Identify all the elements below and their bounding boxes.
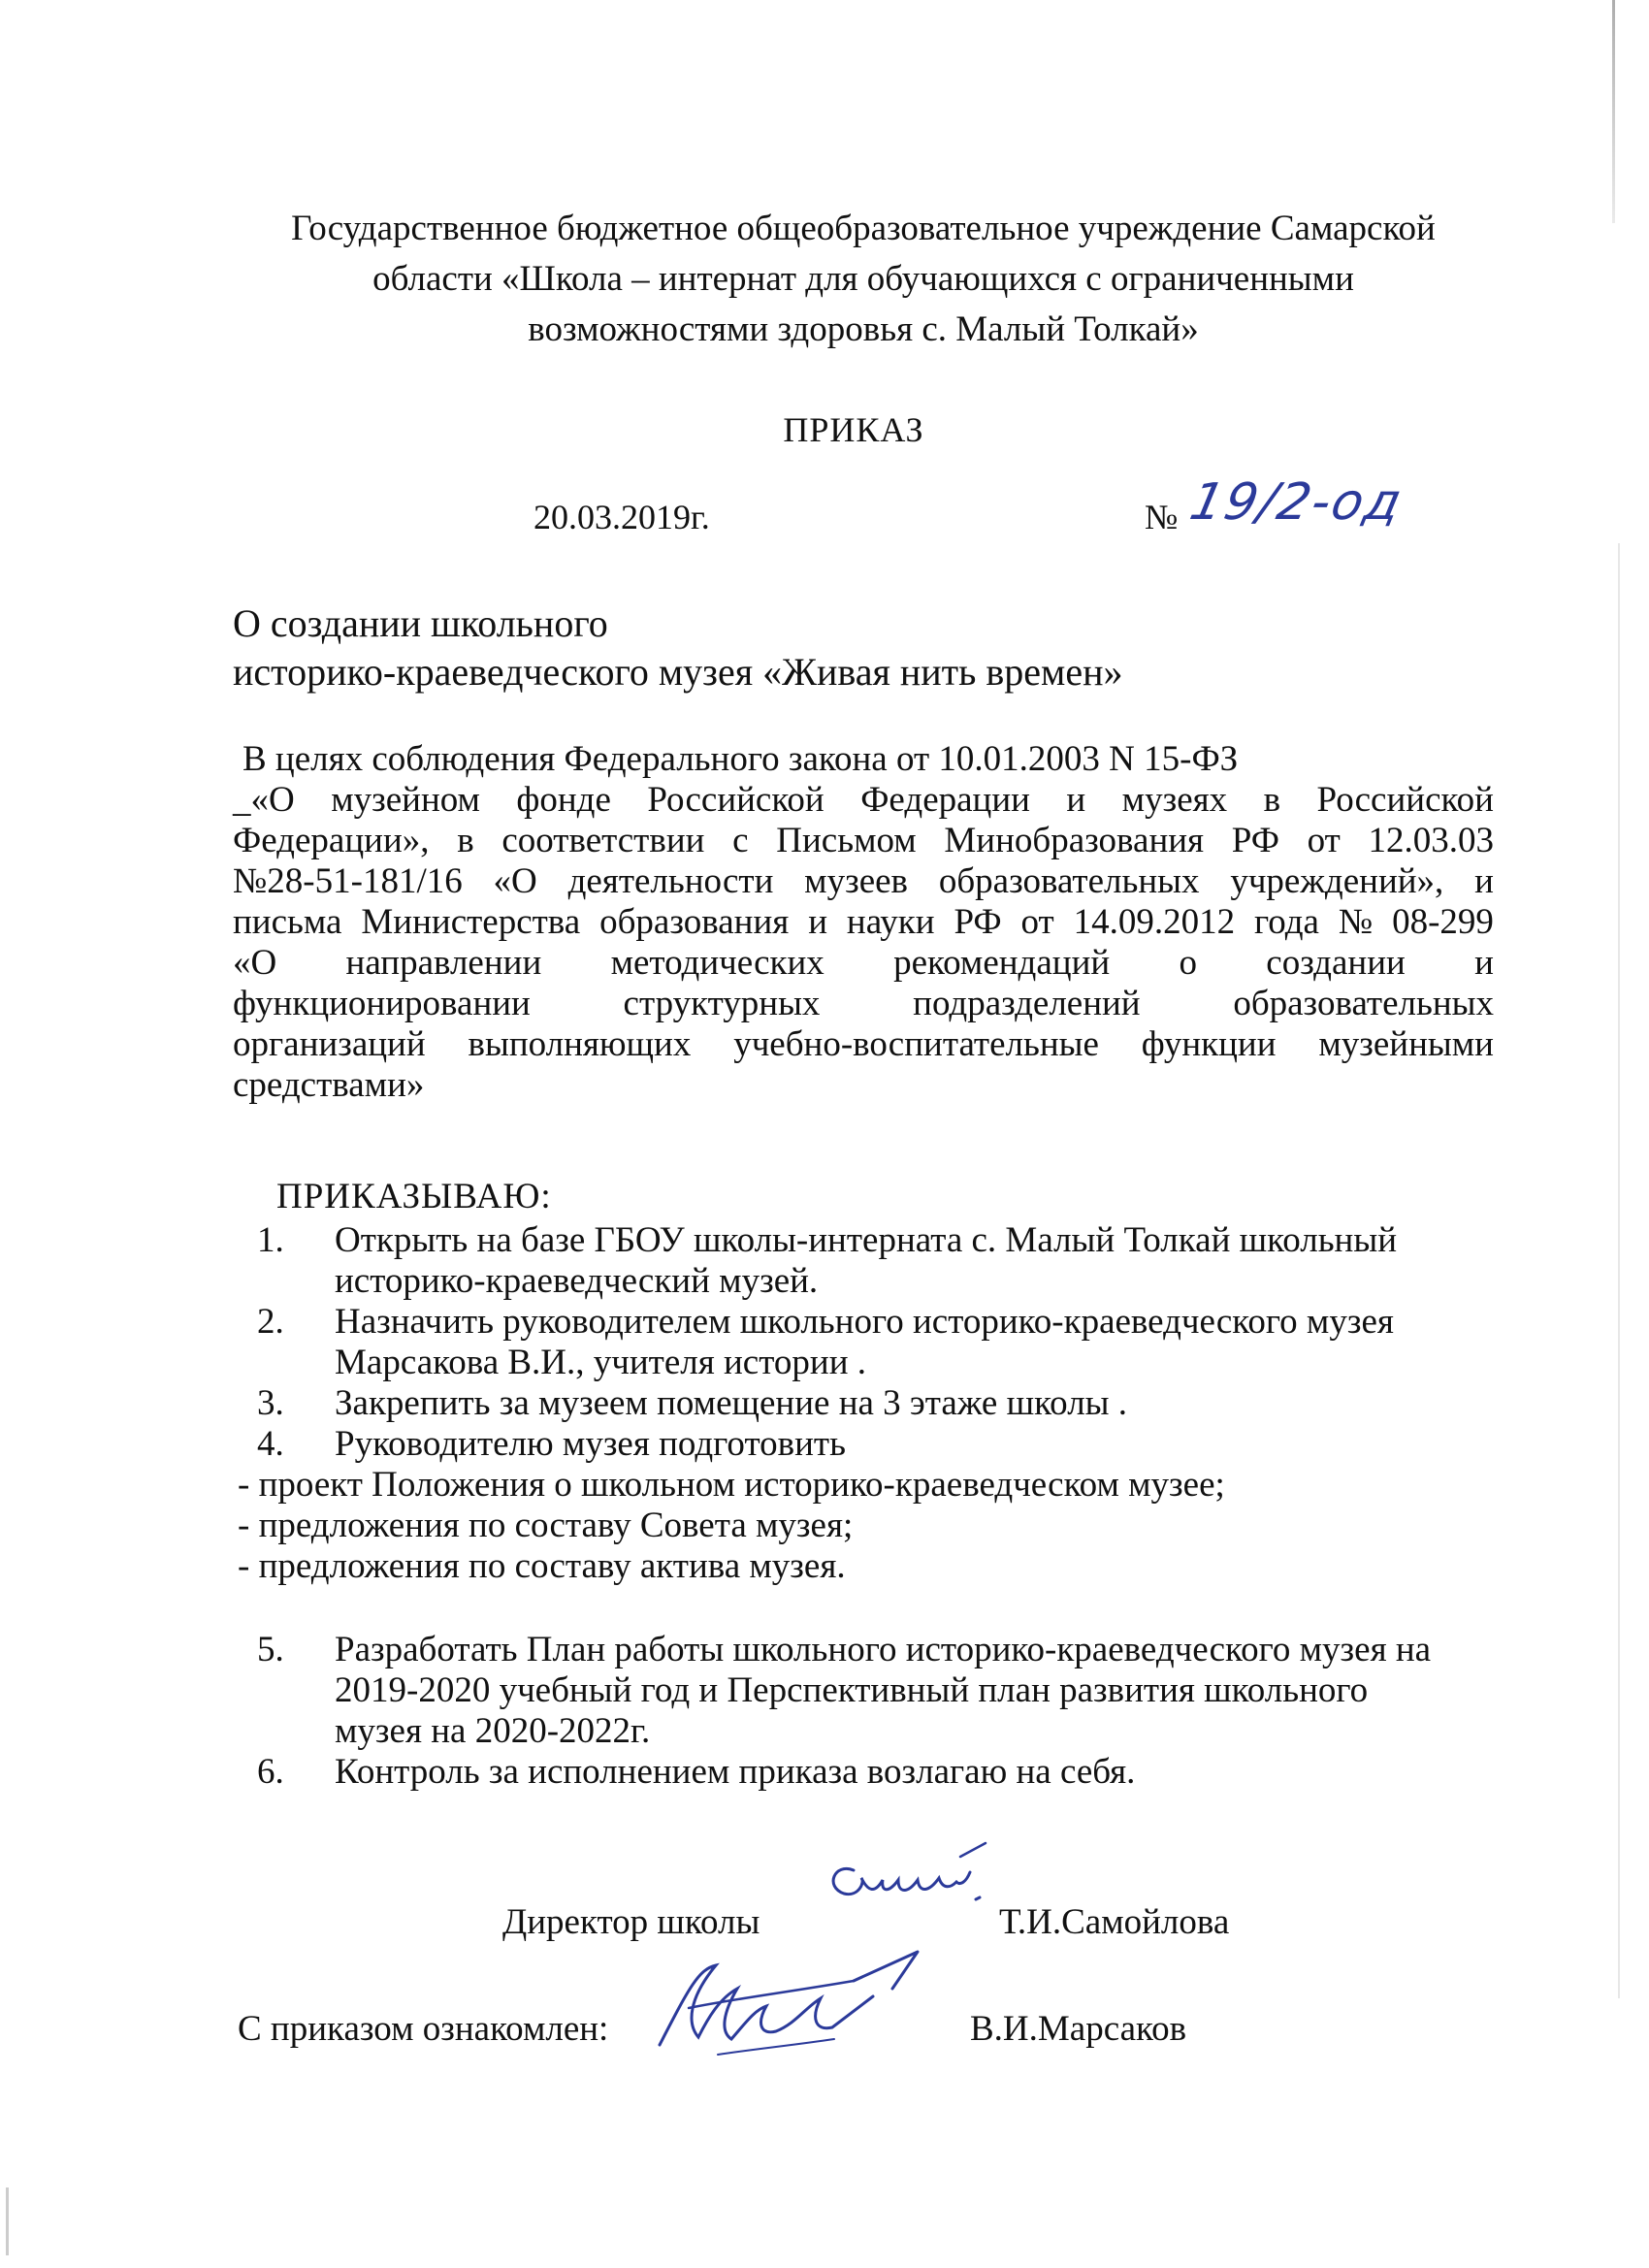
director-signature-image bbox=[815, 1833, 999, 1921]
list-item-text: Руководителю музея подготовить bbox=[335, 1424, 846, 1464]
preamble-word: «О bbox=[493, 861, 537, 901]
preamble-word: с bbox=[732, 821, 749, 860]
document-number-label: № bbox=[1145, 498, 1179, 536]
preamble-word: Министерства bbox=[361, 902, 581, 942]
preamble-word: 08-299 bbox=[1392, 902, 1494, 942]
preamble-word: Минобразования bbox=[944, 821, 1205, 860]
sub-list-item: - предложения по составу актива музея. bbox=[238, 1546, 846, 1586]
list-item-text: Контроль за исполнением приказа возлагаю на себя. bbox=[335, 1752, 1136, 1792]
preamble-word: музейном bbox=[331, 780, 480, 820]
order-subject bbox=[233, 599, 1123, 697]
organization-line: возможностями здоровья с. Малый Толкай» bbox=[528, 309, 1199, 349]
preamble-word: науки bbox=[846, 902, 935, 942]
preamble-word: Письмом bbox=[776, 821, 917, 860]
sub-list-item: - проект Положения о школьном историко-краеведческом музее; bbox=[238, 1465, 1225, 1505]
preamble-word: и bbox=[808, 902, 827, 942]
preamble-word: Российской bbox=[1316, 780, 1494, 820]
marsakov-signature-image bbox=[630, 1930, 951, 2076]
list-item bbox=[247, 1630, 1508, 1752]
acquainted-name: В.И.Марсаков bbox=[970, 2009, 1187, 2049]
preamble-word: образовательных bbox=[938, 861, 1200, 901]
list-item-text: Назначить руководителем школьного историко-краеведческого музея bbox=[335, 1302, 1394, 1342]
director-label: Директор школы bbox=[502, 1902, 760, 1942]
preamble-line: В целях соблюдения Федерального закона от 10.01.2003 N 15-ФЗ bbox=[242, 739, 1239, 779]
preamble-word: соответствии bbox=[501, 821, 705, 860]
list-item-text: историко-краеведческий музей. bbox=[335, 1261, 819, 1301]
preamble-line bbox=[233, 943, 1494, 984]
document-date: 20.03.2019г. bbox=[534, 498, 710, 536]
document-number-handwritten: 19/2-од bbox=[1184, 473, 1408, 532]
preamble-line bbox=[233, 861, 1494, 902]
preamble-word: в bbox=[1263, 780, 1281, 820]
director-name: Т.И.Самойлова bbox=[999, 1902, 1230, 1942]
list-item bbox=[247, 1302, 1508, 1383]
preamble-word: от bbox=[1020, 902, 1054, 942]
sub-list-item: - предложения по составу Совета музея; bbox=[238, 1506, 854, 1545]
preamble-word: Федерации», bbox=[233, 821, 430, 860]
list-item-text: Открыть на базе ГБОУ школы-интерната с. Малый Толкай школьный bbox=[335, 1220, 1398, 1260]
preamble-word: направлении bbox=[345, 943, 542, 983]
preamble-word: методических bbox=[610, 943, 824, 983]
preamble-line bbox=[233, 821, 1494, 861]
preamble-line: средствами» bbox=[233, 1065, 425, 1105]
preamble-word: Федерации bbox=[860, 780, 1030, 820]
list-item-text: Марсакова В.И., учителя истории . bbox=[335, 1343, 867, 1382]
document-type-title: ПРИКАЗ bbox=[783, 410, 924, 449]
list-item-number: 6. bbox=[257, 1752, 284, 1792]
preamble-word: образования bbox=[599, 902, 790, 942]
order-items-list bbox=[238, 1220, 1508, 1793]
organization-line: Государственное бюджетное общеобразовательное учреждение Самарской bbox=[291, 209, 1436, 248]
preamble-word: музеев bbox=[804, 861, 909, 901]
preamble-line bbox=[233, 1024, 1494, 1065]
preamble-word: «О bbox=[233, 943, 277, 983]
preamble-word: и bbox=[1474, 861, 1494, 901]
preamble-word: музеях bbox=[1121, 780, 1228, 820]
list-item bbox=[247, 1752, 1508, 1793]
preamble-word: в bbox=[457, 821, 474, 860]
preamble-word: и bbox=[1066, 780, 1086, 820]
acquainted-label: С приказом ознакомлен: bbox=[238, 2009, 609, 2049]
preamble-word: года bbox=[1254, 902, 1319, 942]
preamble-word: РФ bbox=[954, 902, 1002, 942]
list-item-text: Закрепить за музеем помещение на 3 этаже школы . bbox=[335, 1383, 1128, 1423]
preamble-word: и bbox=[1474, 943, 1494, 983]
list-item-text: музея на 2020-2022г. bbox=[335, 1711, 651, 1751]
list-item bbox=[247, 1383, 1508, 1424]
list-item bbox=[247, 1424, 1508, 1465]
preamble-word: Российской bbox=[647, 780, 824, 820]
subject-line: О создании школьного bbox=[233, 601, 608, 645]
scan-edge-artifact bbox=[1618, 543, 1620, 1998]
preamble-line bbox=[233, 984, 1494, 1024]
preamble-word: учебно-воспитательные bbox=[733, 1024, 1099, 1064]
organization-line: области «Школа – интернат для обучающихся с ограниченными bbox=[372, 259, 1354, 299]
preamble-word: музейными bbox=[1318, 1024, 1494, 1064]
preamble-paragraph bbox=[233, 739, 1494, 1106]
list-item-number: 4. bbox=[257, 1424, 284, 1464]
preamble-word: рекомендаций bbox=[893, 943, 1111, 983]
preamble-word: фонде bbox=[516, 780, 611, 820]
scan-edge-artifact bbox=[6, 2187, 9, 2255]
preamble-line bbox=[233, 780, 1494, 821]
preamble-word: №28-51-181/16 bbox=[233, 861, 463, 901]
scan-edge-artifact bbox=[1612, 0, 1615, 223]
preamble-word: структурных bbox=[623, 984, 821, 1023]
order-directive-heading: ПРИКАЗЫВАЮ: bbox=[276, 1177, 552, 1216]
list-item-number: 5. bbox=[257, 1630, 284, 1669]
list-item-number: 2. bbox=[257, 1302, 284, 1342]
preamble-word: деятельности bbox=[567, 861, 774, 901]
list-item-text: 2019-2020 учебный год и Перспективный план развития школьного bbox=[335, 1670, 1369, 1710]
preamble-word: образовательных bbox=[1233, 984, 1494, 1023]
preamble-word: письма bbox=[233, 902, 342, 942]
preamble-word: учреждений», bbox=[1230, 861, 1444, 901]
preamble-word: _«О bbox=[233, 780, 295, 820]
preamble-line bbox=[233, 902, 1494, 943]
preamble-word: № bbox=[1338, 902, 1374, 942]
preamble-word: 12.03.03 bbox=[1368, 821, 1494, 860]
list-item-number: 3. bbox=[257, 1383, 284, 1423]
preamble-word: функционировании bbox=[233, 984, 531, 1023]
list-item-number: 1. bbox=[257, 1220, 284, 1260]
preamble-word: РФ bbox=[1231, 821, 1279, 860]
preamble-word: о bbox=[1179, 943, 1197, 983]
preamble-word: создании bbox=[1266, 943, 1406, 983]
preamble-word: подразделений bbox=[913, 984, 1141, 1023]
list-item-text: Разработать План работы школьного историко-краеведческого музея на bbox=[335, 1630, 1432, 1669]
preamble-word: выполняющих bbox=[468, 1024, 692, 1064]
preamble-word: организаций bbox=[233, 1024, 426, 1064]
list-item bbox=[247, 1220, 1508, 1302]
organization-header bbox=[194, 204, 1533, 355]
spacer bbox=[247, 1587, 1508, 1630]
preamble-word: 14.09.2012 bbox=[1073, 902, 1236, 942]
subject-line: историко-краеведческого музея «Живая нить времен» bbox=[233, 650, 1123, 694]
preamble-word: функции bbox=[1141, 1024, 1277, 1064]
preamble-word: от bbox=[1307, 821, 1341, 860]
